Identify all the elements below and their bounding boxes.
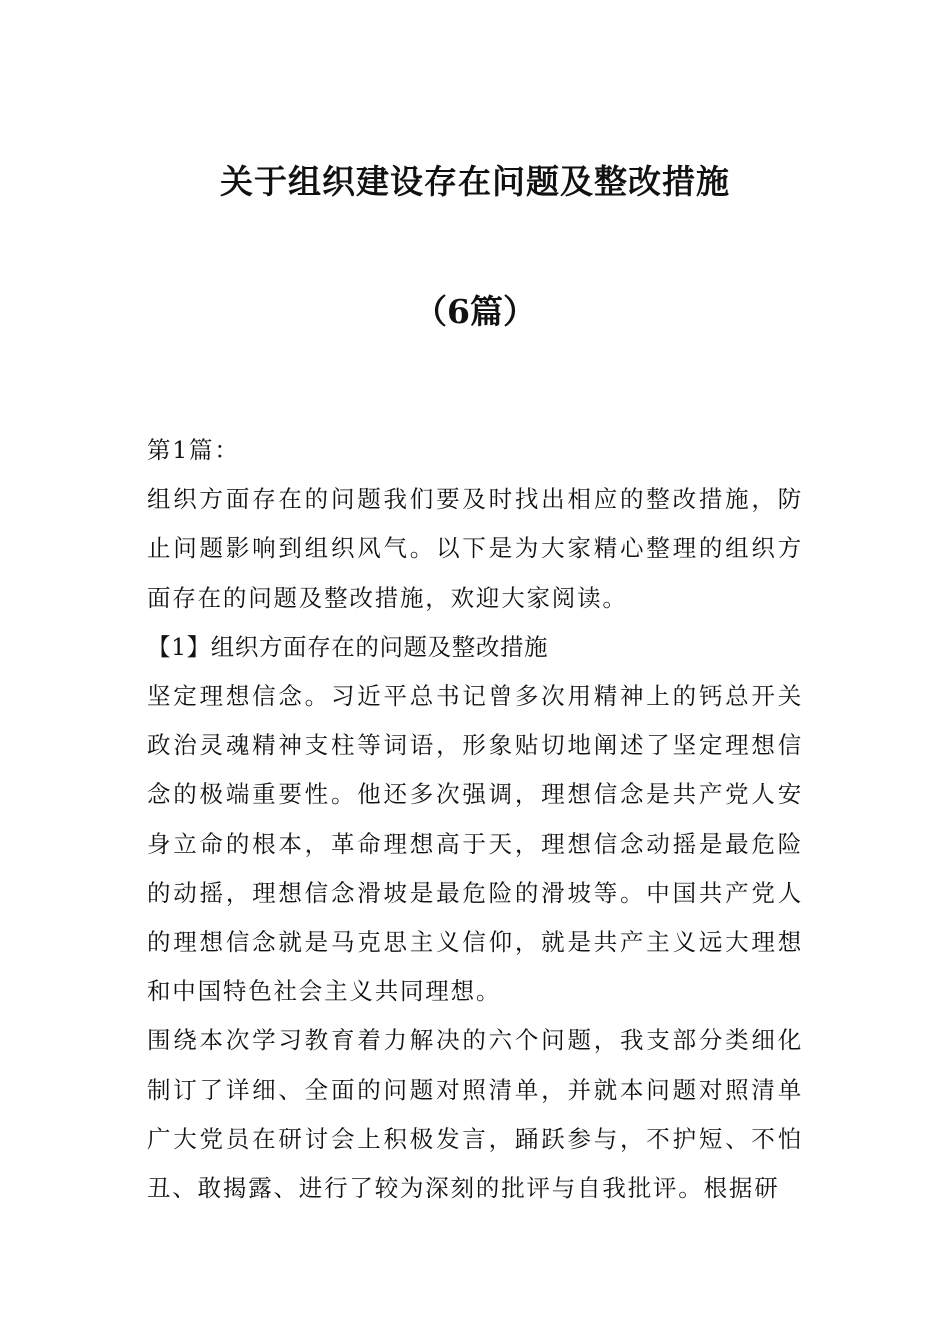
intro-paragraph: 组织方面存在的问题我们要及时找出相应的整改措施，防止问题影响到组织风气。以下是为大家精心整理的组织方面存在的问题及整改措施，欢迎大家阅读。 <box>147 485 803 612</box>
body-paragraph-1: 坚定理想信念。习近平总书记曾多次用精神上的钙总开关政治灵魂精神支柱等词语，形象贴切地阐述了坚定理想信念的极端重要性。他还多次强调，理想信念是共产党人安身立命的根本，革命理想高于天，理想信念动摇是最危险的动摇，理想信念滑坡是最危险的滑坡等。中国共产党人的理想信念就是马克思主义信仰，就是共产主义远大理想和中国特色社会主义共同理想。 <box>147 682 803 1006</box>
section-label: 第1篇： <box>147 436 240 464</box>
section-heading: 【1】组织方面存在的问题及整改措施 <box>147 632 549 661</box>
document-title: 关于组织建设存在问题及整改措施 <box>220 162 730 201</box>
body-paragraph-2: 围绕本次学习教育着力解决的六个问题，我支部分类细化制订了详细、全面的问题对照清单，并就本问题对照清单广大党员在研讨会上积极发言，踊跃参与，不护短、不怕丑、敢揭露、进行了较为深刻的批评与自我批评。根据研 <box>147 1026 803 1203</box>
document-body <box>147 426 803 1213</box>
document-subtitle: （6篇） <box>414 292 536 331</box>
